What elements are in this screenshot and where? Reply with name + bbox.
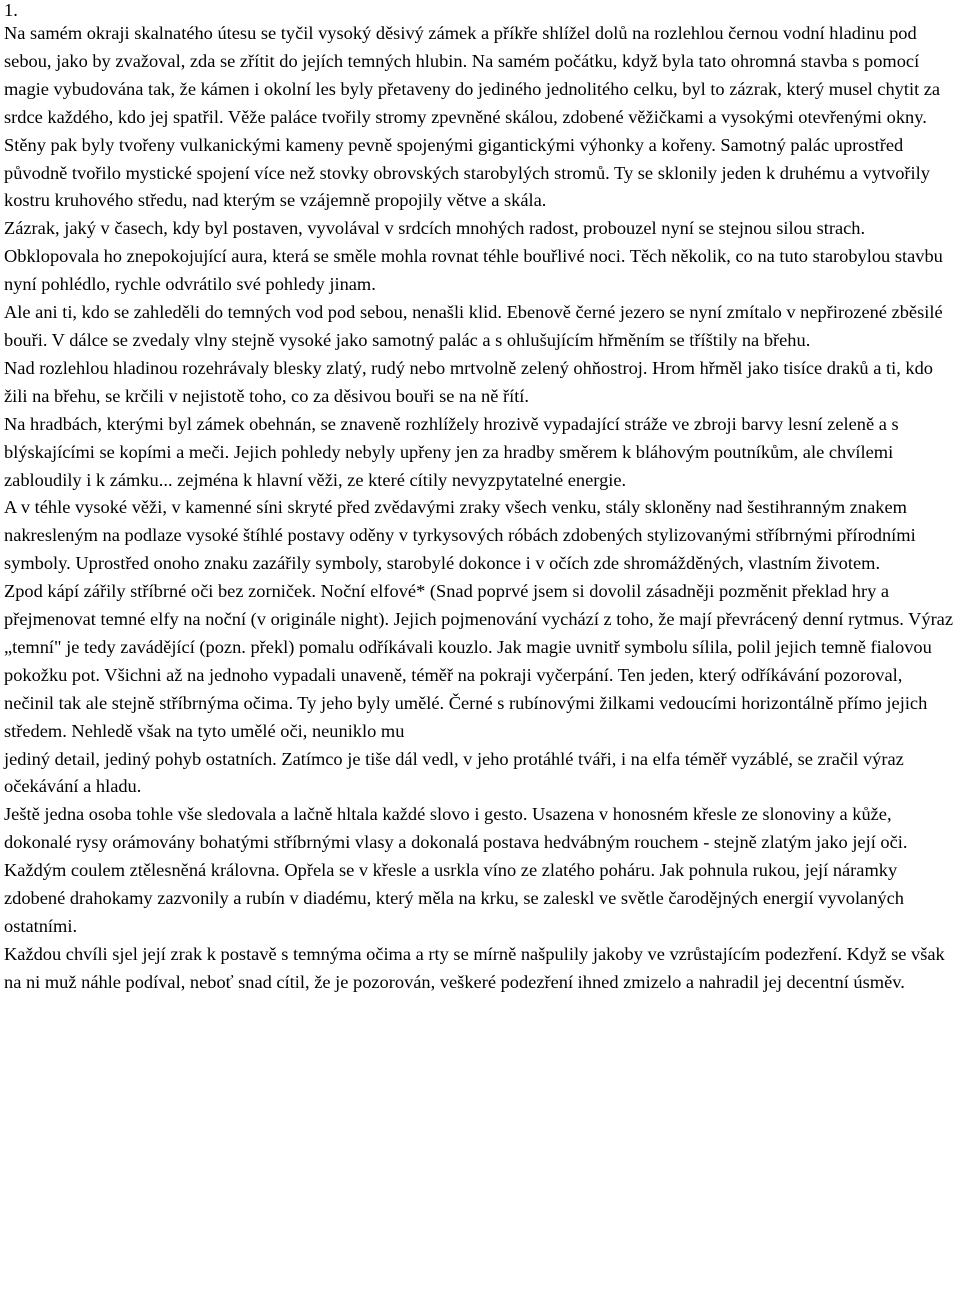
paragraph-9: Ještě jedna osoba tohle vše sledovala a lačně hltala každé slovo i gesto. Usazena v honosném křesle ze slonoviny a kůže, dokonalé rysy orámovány bohatými stříbrnými vlasy a dokonalá postava hedvábným rouchem - stejně zlatým jako její oči. Každým coulem ztělesněná královna. Opřela se v křesle a usrkla víno ze zlatého poháru. Jak pohnula rukou, její náramky zdobené drahokamy zazvonily a rubín v diadému, který měla na krku, se zaleskl ve světle čarodějných energií vyvolaných ostatními. <box>4 804 908 936</box>
paragraph-8: jediný detail, jediný pohyb ostatních. Zatímco je tiše dál vedl, v jeho protáhlé tváři, i na elfa téměř vyzáblé, se zračil výraz očekávání a hladu. <box>4 748 904 797</box>
paragraph-2: Zázrak, jaký v časech, kdy byl postaven, vyvolával v srdcích mnohých radost, probouzel nyní se stejnou silou strach. Obklopovala ho znepokojující aura, která se směle mohla rovnat téhle bouřlivé noci. Těch několik, co na tuto starobylou stavbu nyní pohlédlo, rychle odvrátilo své pohledy jinam. <box>4 218 943 295</box>
paragraph-6: A v téhle vysoké věži, v kamenné síni skryté před zvědavými zraky všech venku, stály skloněny nad šestihranným znakem nakresleným na podlaze vysoké štíhlé postavy oděny v tyrkysových róbách zdobených stylizovanými stříbrnými přírodními symboly. Uprostřed onoho znaku zazářily symboly, starobylé dokonce i v očích zde shromážděných, vlastním životem. <box>4 497 916 574</box>
paragraph-4: Nad rozlehlou hladinou rozehrávaly blesky zlatý, rudý nebo mrtvolně zelený ohňostroj. Hrom hřměl jako tisíce draků a ti, kdo žili na břehu, se krčili v nejistotě toho, co za děsivou bouři se na ně řítí. <box>4 357 933 406</box>
chapter-body <box>4 20 954 997</box>
paragraph-7: Zpod kápí zářily stříbrné oči bez zorniček. Noční elfové* (Snad poprvé jsem si dovolil zásadněji pozměnit překlad hry a přejmenovat temné elfy na noční (v originále night). Jejich pojmenování vychází z toho, že mají převrácený denní rytmus. Výraz „temní" je tedy zavádějící (pozn. překl) pomalu odříkávali kouzlo. Jak magie uvnitř symbolu sílila, polil jejich temně fialovou pokožku pot. Všichni až na jednoho vypadali unaveně, téměř na pokraji vyčerpání. Ten jeden, který odříkávání pozoroval, nečinil tak ale stejně stříbrnýma očima. Ty jeho byly umělé. Černé s rubínovými žilkami vedoucími horizontálně přímo jejich středem. Nehledě však na tyto umělé oči, neuniklo mu <box>4 581 954 741</box>
paragraph-3: Ale ani ti, kdo se zahleděli do temných vod pod sebou, nenašli klid. Ebenově černé jezero se nyní zmítalo v nepřirozené zběsilé bouři. V dálce se zvedaly vlny stejně vysoké jako samotný palác a s ohlušujícím hřměním se tříštily na břehu. <box>4 302 943 350</box>
paragraph-5: Na hradbách, kterými byl zámek obehnán, se znaveně rozhlížely hrozivě vypadající stráže ve zbroji barvy lesní zeleně a s blýskajícími se kopími a meči. Jejich pohledy nebyly upřeny jen za hradby směrem k bláhovým poutníkům, ale chvílemi zabloudily i k zámku... zejména k hlavní věži, ze které cítily nevyzpytatelné energie. <box>4 413 899 490</box>
paragraph-10: Každou chvíli sjel její zrak k postavě s temnýma očima a rty se mírně našpulily jakoby ve vzrůstajícím podezření. Když se však na ni muž náhle podíval, neboť snad cítil, že je pozorován, veškeré podezření ihned zmizelo a nahradil jej decentní úsměv. <box>4 943 945 992</box>
paragraph-1: Na samém okraji skalnatého útesu se tyčil vysoký děsivý zámek a příkře shlížel dolů na rozlehlou černou vodní hladinu pod sebou, jako by zvažoval, zda se zřítit do jejích temných hlubin. Na samém počátku, když byla tato ohromná stavba s pomocí magie vybudována tak, že kámen i okolní les byly přetaveny do jediného jednolitého celku, byl to zázrak, který musel chytit za srdce každého, kdo jej spatřil. Věže paláce tvořily stromy zpevněné skálou, zdobené věžičkami a vysokými otevřenými okny. Stěny pak byly tvořeny vulkanickými kameny pevně spojenými gigantickými výhonky a kořeny. Samotný palác uprostřed původně tvořilo mystické spojení více než stovky obrovských starobylých stromů. Ty se sklonily jeden k druhému a vytvořily kostru kruhového středu, nad kterým se vzájemně propojily větve a skála. <box>4 23 941 211</box>
chapter-number: 1. <box>4 0 18 20</box>
